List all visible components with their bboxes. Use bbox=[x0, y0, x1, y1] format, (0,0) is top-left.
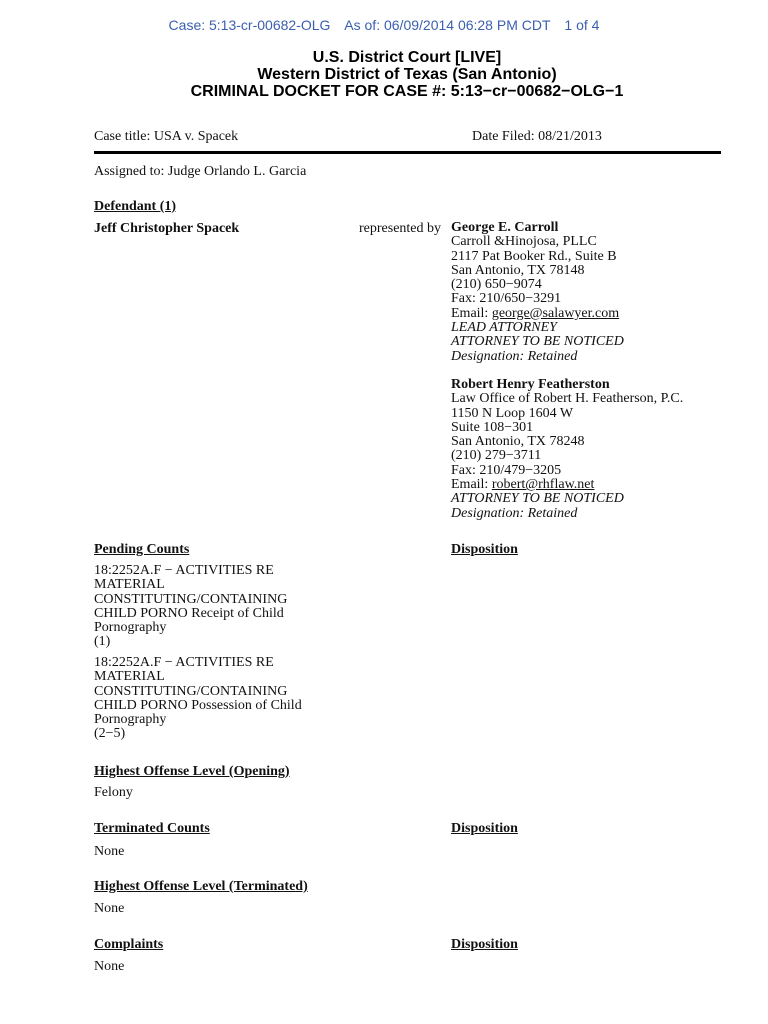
attorney-card bbox=[451, 221, 624, 364]
attorney-city: San Antonio, TX 78148 bbox=[451, 262, 585, 278]
page-header bbox=[0, 17, 768, 33]
email-label: Email: bbox=[451, 477, 492, 493]
count-text: CHILD PORNO Receipt of Child bbox=[94, 605, 284, 621]
attorney-role: ATTORNEY TO BE NOTICED bbox=[451, 334, 624, 350]
attorney-city: San Antonio, TX 78248 bbox=[451, 434, 585, 450]
pending-counts-heading: Pending Counts bbox=[94, 542, 190, 557]
attorney-address: 1150 N Loop 1604 W bbox=[451, 405, 574, 421]
highest-offense-opening-heading: Highest Offense Level (Opening) bbox=[94, 764, 290, 779]
represented-by-label: represented by bbox=[359, 221, 442, 236]
page-number: 1 of 4 bbox=[564, 17, 600, 33]
defendant-heading: Defendant (1) bbox=[94, 199, 177, 214]
disposition-heading: Disposition bbox=[451, 821, 518, 836]
count-text: CONSTITUTING/CONTAINING bbox=[94, 683, 288, 699]
complaints-value: None bbox=[94, 959, 125, 974]
count-text: Pornography bbox=[94, 712, 167, 728]
attorney-phone: (210) 650−9074 bbox=[451, 277, 542, 293]
attorney-email-row bbox=[451, 478, 683, 492]
defendant-name: Jeff Christopher Spacek bbox=[94, 221, 240, 236]
attorney-fax: Fax: 210/650−3291 bbox=[451, 291, 562, 307]
court-name: U.S. District Court [LIVE] bbox=[312, 49, 502, 66]
complaints-heading: Complaints bbox=[94, 937, 164, 952]
count-text: Pornography bbox=[94, 620, 167, 636]
attorney-name: George E. Carroll bbox=[451, 220, 559, 235]
count-text: CHILD PORNO Possession of Child bbox=[94, 697, 302, 713]
attorney-role: ATTORNEY TO BE NOTICED bbox=[451, 491, 624, 507]
attorney-firm: Law Office of Robert H. Featherson, P.C. bbox=[451, 391, 684, 407]
attorney-role: LEAD ATTORNEY bbox=[451, 320, 557, 336]
attorney-name: Robert Henry Featherston bbox=[451, 377, 610, 392]
highest-offense-terminated-heading: Highest Offense Level (Terminated) bbox=[94, 879, 308, 894]
as-of-date: As of: 06/09/2014 06:28 PM CDT bbox=[344, 17, 551, 33]
terminated-counts-heading: Terminated Counts bbox=[94, 821, 210, 836]
date-filed: Date Filed: 08/21/2013 bbox=[472, 129, 602, 144]
count-entry bbox=[94, 564, 287, 650]
attorney-email-row bbox=[451, 307, 624, 321]
attorney-email-link[interactable]: george@salawyer.com bbox=[491, 305, 620, 321]
attorney-address: Suite 108−301 bbox=[451, 419, 534, 435]
count-text: 18:2252A.F − ACTIVITIES RE bbox=[94, 563, 274, 578]
attorney-fax: Fax: 210/479−3205 bbox=[451, 462, 562, 478]
count-entry bbox=[94, 656, 302, 742]
attorney-designation: Designation: Retained bbox=[451, 348, 578, 364]
docket-title: CRIMINAL DOCKET FOR CASE #: 5:13−cr−00682−OLG−1 bbox=[190, 83, 624, 100]
count-text: 18:2252A.F − ACTIVITIES RE bbox=[94, 655, 274, 670]
highest-offense-terminated-value: None bbox=[94, 901, 125, 916]
case-title: Case title: USA v. Spacek bbox=[94, 129, 239, 144]
terminated-counts-value: None bbox=[94, 844, 125, 859]
attorney-firm: Carroll &Hinojosa, PLLC bbox=[451, 234, 597, 250]
count-number: (1) bbox=[94, 634, 111, 650]
count-number: (2−5) bbox=[94, 726, 126, 742]
count-text: MATERIAL bbox=[94, 577, 165, 593]
disposition-heading: Disposition bbox=[451, 937, 518, 952]
highest-offense-opening-value: Felony bbox=[94, 785, 133, 800]
count-text: MATERIAL bbox=[94, 669, 165, 685]
attorney-address: 2117 Pat Booker Rd., Suite B bbox=[451, 248, 617, 264]
header-divider bbox=[94, 151, 721, 154]
case-number: Case: 5:13-cr-00682-OLG bbox=[168, 17, 331, 33]
assigned-judge: Assigned to: Judge Orlando L. Garcia bbox=[94, 164, 307, 179]
attorney-phone: (210) 279−3711 bbox=[451, 448, 542, 464]
attorney-card bbox=[451, 378, 683, 521]
attorney-designation: Designation: Retained bbox=[451, 505, 578, 521]
court-district: Western District of Texas (San Antonio) bbox=[257, 66, 557, 83]
disposition-heading: Disposition bbox=[451, 542, 518, 557]
count-text: CONSTITUTING/CONTAINING bbox=[94, 591, 288, 607]
attorney-email-link[interactable]: robert@rhflaw.net bbox=[491, 477, 595, 493]
email-label: Email: bbox=[451, 305, 492, 321]
